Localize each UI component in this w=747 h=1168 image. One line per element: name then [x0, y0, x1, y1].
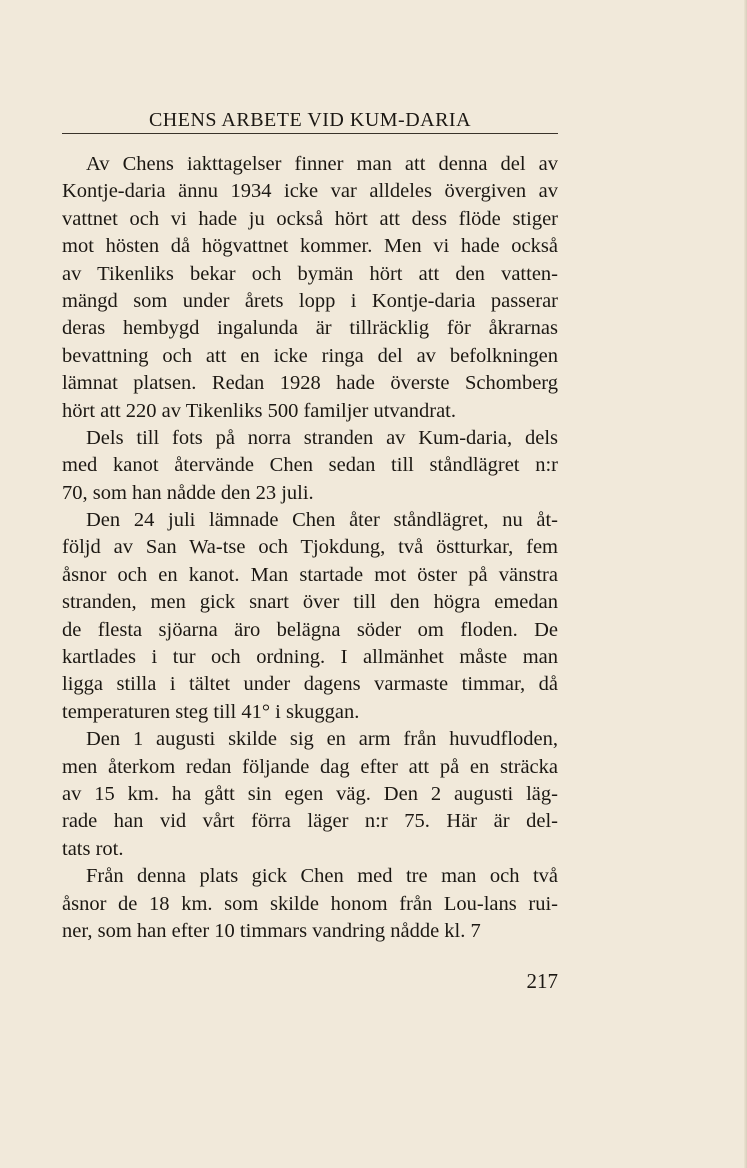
text-line: ligga stilla i tältet under dagens varmaste timmar, då	[62, 673, 558, 696]
text-line: åsnor de 18 km. som skilde honom från Lou-lans rui-	[62, 892, 558, 915]
text-line: bevattning och att en icke ringa del av befolkningen	[62, 344, 558, 367]
text-line: Kontje-daria ännu 1934 icke var alldeles övergiven av	[62, 180, 558, 203]
text-line: åsnor och en kanot. Man startade mot öster på vänstra	[62, 563, 558, 586]
text-line: vattnet och vi hade ju också hört att dess flöde stiger	[62, 207, 558, 230]
text-line: kartlades i tur och ordning. I allmänhet måste man	[62, 646, 558, 669]
text-line: hört att 220 av Tikenliks 500 familjer utvandrat.	[62, 399, 457, 422]
text-line: Dels till fots på norra stranden av Kum-daria, dels	[86, 426, 558, 449]
text-line: deras hembygd ingalunda är tillräcklig för åkrarnas	[62, 317, 558, 340]
text-line: temperaturen steg till 41° i skuggan.	[62, 700, 360, 723]
text-line: 70, som han nådde den 23 juli.	[62, 481, 314, 504]
text-line: lämnat platsen. Redan 1928 hade överste Schomberg	[62, 372, 558, 395]
text-line: Den 1 augusti skilde sig en arm från huvudfloden,	[86, 728, 558, 751]
text-line: ner, som han efter 10 timmars vandring nådde kl. 7	[62, 919, 481, 942]
running-head: CHENS ARBETE VID KUM-DARIA	[148, 109, 472, 131]
text-line: Den 24 juli lämnade Chen åter ståndlägret, nu åt-	[86, 509, 558, 532]
text-line: med kanot återvände Chen sedan till ståndlägret n:r	[62, 454, 558, 477]
header-rule	[62, 133, 558, 134]
text-line: Från denna plats gick Chen med tre man och två	[86, 865, 558, 888]
text-line: rade han vid vårt förra läger n:r 75. Här är del-	[62, 810, 558, 833]
text-line: mängd som under årets lopp i Kontje-daria passerar	[62, 289, 558, 312]
text-line: av Tikenliks bekar och bymän hört att den vatten-	[62, 262, 558, 285]
text-line: Av Chens iakttagelser finner man att denna del av	[86, 153, 558, 175]
text-line: de flesta sjöarna äro belägna söder om floden. De	[62, 618, 558, 641]
text-line: av 15 km. ha gått sin egen väg. Den 2 augusti läg-	[62, 782, 558, 805]
text-line: stranden, men gick snart över till den högra emedan	[62, 591, 558, 614]
page-number: 217	[526, 969, 558, 993]
body-text	[62, 151, 558, 945]
text-line: mot hösten då högvattnet kommer. Men vi hade också	[62, 235, 558, 258]
text-line: följd av San Wa-tse och Tjokdung, två östturkar, fem	[62, 536, 558, 559]
text-line: tats rot.	[62, 837, 124, 860]
text-line: men återkom redan följande dag efter att på en sträcka	[62, 755, 558, 778]
